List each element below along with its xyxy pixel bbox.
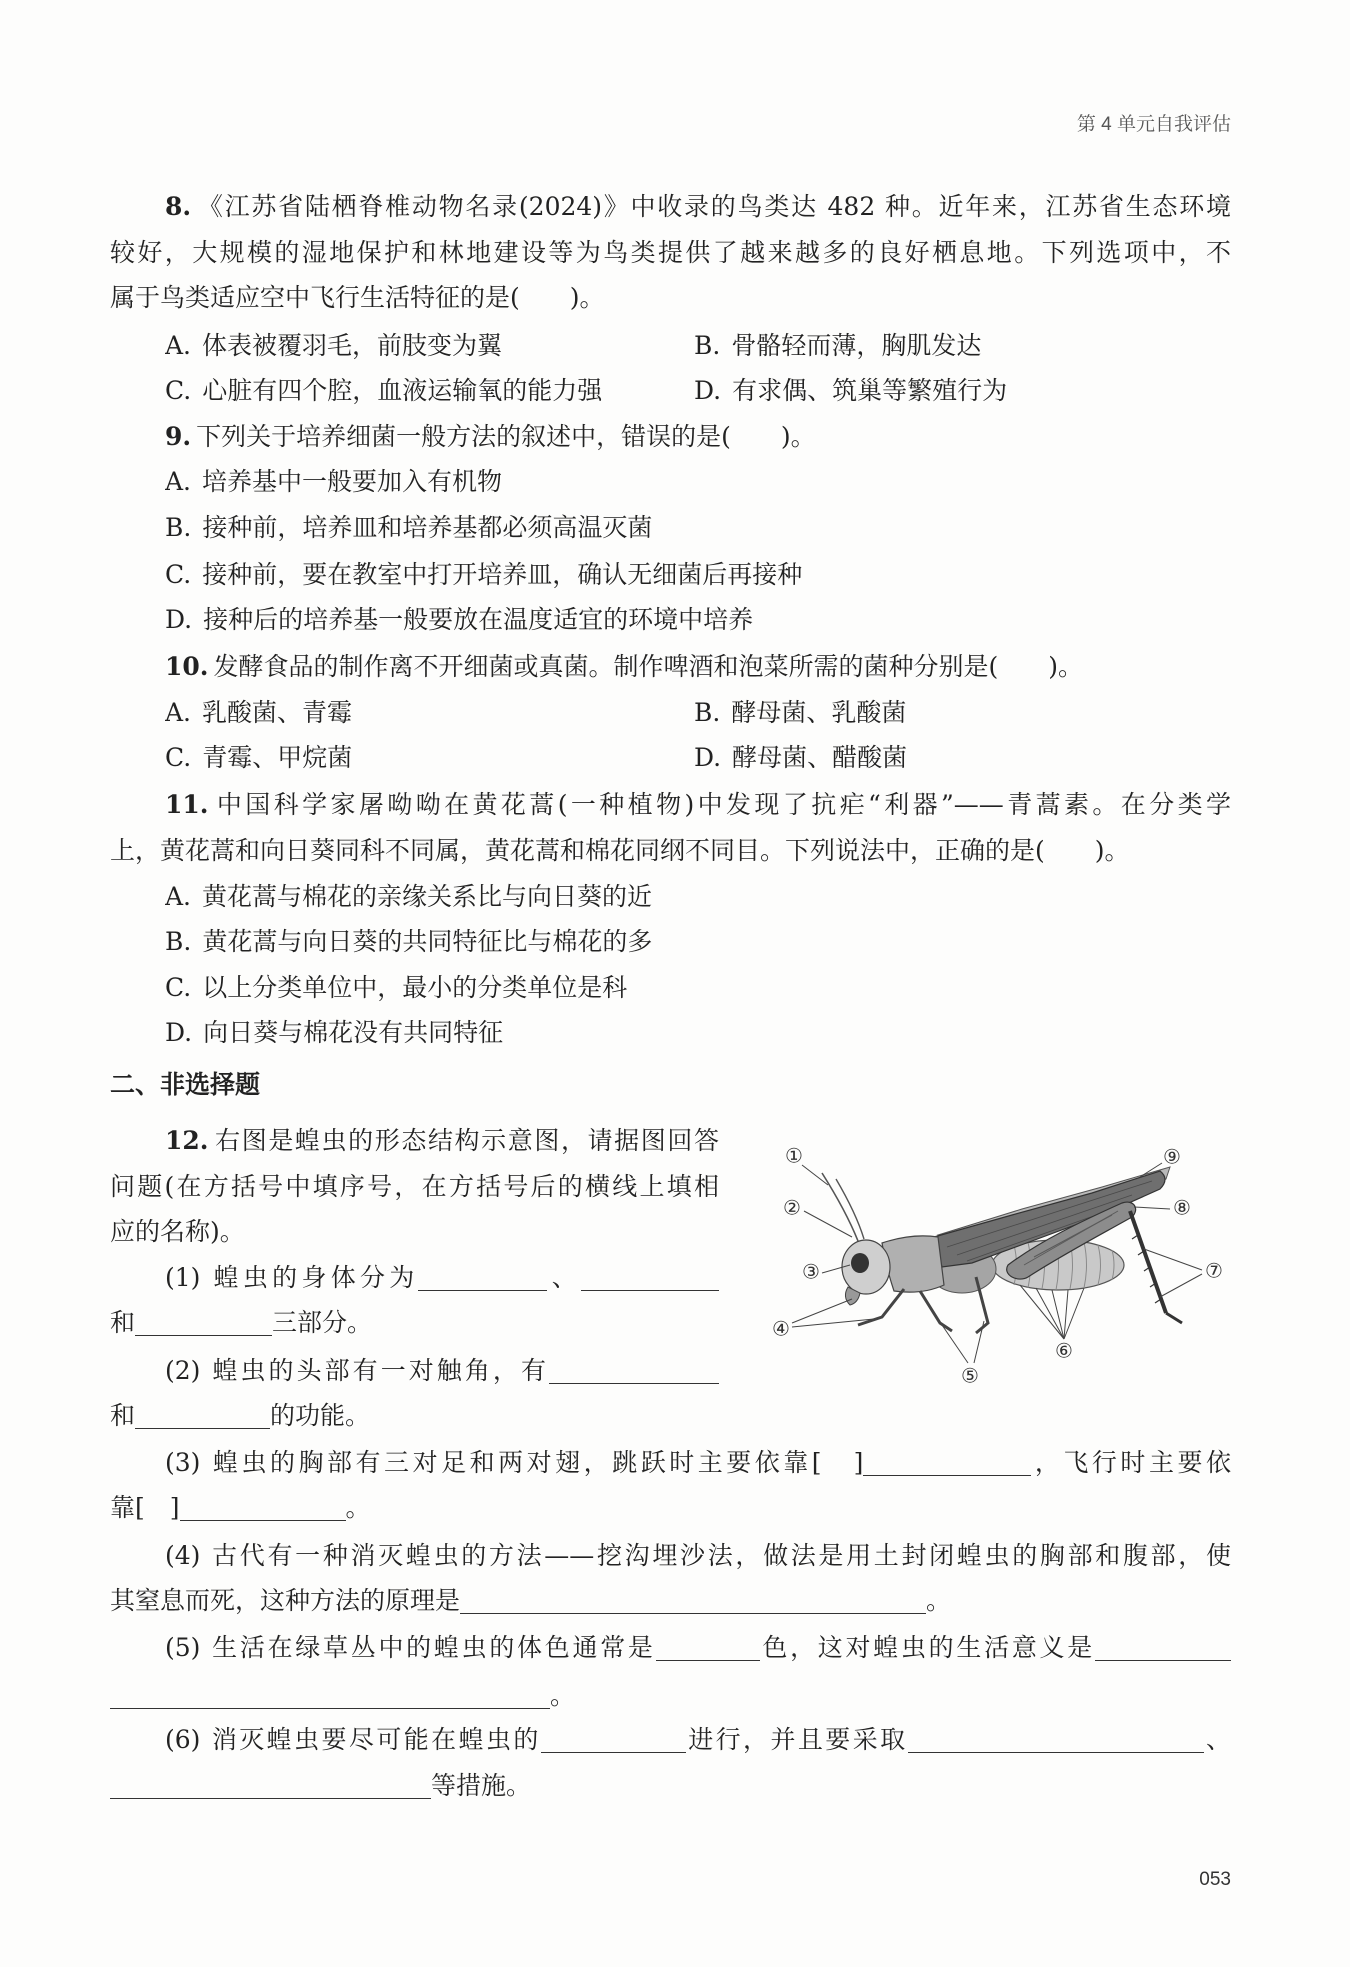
- answer-blank: [549, 1357, 719, 1384]
- figure-label-1: ①: [785, 1143, 803, 1168]
- answer-blank: [581, 1264, 719, 1291]
- sub-text: 。: [550, 1681, 576, 1710]
- option-label: A.: [165, 331, 192, 360]
- fore-leg: [920, 1291, 952, 1331]
- figure-label-7: ⑦: [1205, 1258, 1223, 1283]
- q12-line-1: [165, 1118, 719, 1163]
- pronotum: [882, 1236, 944, 1292]
- sub-text: 靠[ ]: [110, 1493, 180, 1522]
- q11-option-c: [165, 965, 1231, 1010]
- q12-sub5-line-2: [110, 1673, 1231, 1718]
- q11-number: 11.: [165, 790, 209, 819]
- option-label: D.: [165, 605, 193, 634]
- sub-text: 生活在绿草丛中的蝗虫的体色通常是: [209, 1633, 656, 1662]
- q10-option-c: [165, 735, 685, 780]
- unit-header: 第 4 单元自我评估: [1076, 114, 1231, 135]
- sub-label: (3): [165, 1448, 201, 1477]
- q12-sub1-line-1: [165, 1255, 719, 1300]
- q8-line-1: [165, 184, 1231, 229]
- figure-label-8: ⑧: [1173, 1195, 1191, 1220]
- q9-option-a: [165, 459, 1231, 504]
- section-heading: 二、非选择题: [110, 1071, 261, 1099]
- q8-line-2: 较好，大规模的湿地保护和林地建设等为鸟类提供了越来越多的良好栖息地。下列选项中，不: [110, 238, 1231, 267]
- sub-text: 蝗虫的头部有一对触角，有: [209, 1356, 549, 1385]
- figure-label-4: ④: [772, 1316, 790, 1341]
- sub-text: ，飞行时主要依: [1031, 1448, 1231, 1477]
- q12-sub4-line-1: [165, 1533, 1231, 1578]
- option-text: 向日葵与棉花没有共同特征: [203, 1018, 504, 1047]
- sub-text: 古代有一种消灭蝗虫的方法——挖沟埋沙法，做法是用土封闭蝗虫的胸部和腹部，使: [209, 1541, 1231, 1570]
- answer-blank: [135, 1402, 270, 1429]
- q12-sub2-line-2: [110, 1393, 719, 1438]
- option-text: 有求偶、筑巢等繁殖行为: [732, 376, 1008, 405]
- option-text: 心脏有四个腔，血液运输氧的能力强: [202, 376, 603, 405]
- option-text: 黄花蒿与棉花的亲缘关系比与向日葵的近: [202, 882, 653, 911]
- option-label: C.: [165, 376, 192, 405]
- sub-text: 色，这对蝗虫的生活意义是: [759, 1633, 1095, 1662]
- answer-blank: [908, 1726, 1204, 1753]
- option-text: 体表被覆羽毛，前肢变为翼: [202, 331, 503, 360]
- q8-line-3: 属于鸟类适应空中飞行生活特征的是( )。: [110, 283, 605, 312]
- sub-label: (5): [165, 1633, 201, 1662]
- q8-option-b: [694, 323, 1231, 368]
- q12-sub2-line-1: [165, 1348, 719, 1393]
- sub-text: 蝗虫的胸部有三对足和两对翅，跳跃时主要依靠[ ]: [209, 1448, 864, 1477]
- q12-sub4-line-2: [110, 1578, 1231, 1623]
- figure-label-3: ③: [802, 1259, 820, 1284]
- q9-line-1: [165, 414, 1231, 459]
- hind-tibia: [1130, 1211, 1166, 1313]
- sub-text: 三部分。: [272, 1308, 373, 1337]
- q11-option-b: [165, 919, 1231, 964]
- q9-number: 9.: [165, 422, 192, 451]
- q11-option-a: [165, 874, 1231, 919]
- hind-tarsus: [1166, 1313, 1182, 1323]
- grasshopper-figure: [762, 1137, 1232, 1397]
- q8-option-d: [694, 368, 1231, 413]
- q12-line-2: 问题(在方括号中填序号，在方括号后的横线上填相: [110, 1172, 719, 1201]
- q10-option-a: [165, 690, 685, 735]
- q8-option-a: [165, 323, 685, 368]
- sub-label: (2): [165, 1356, 201, 1385]
- q11-option-d: [165, 1010, 1231, 1055]
- answer-blank: [863, 1449, 1031, 1476]
- q10-line-1: [165, 644, 1231, 689]
- q12-sub1-line-2: [110, 1300, 719, 1345]
- q12-sub3-line-2: [110, 1485, 1231, 1530]
- figure-label-2: ②: [783, 1195, 801, 1220]
- q11-line-1: [165, 782, 1231, 827]
- sub-text: 的功能。: [270, 1401, 371, 1430]
- sub-text: 。: [926, 1586, 952, 1615]
- sub-label: (6): [165, 1725, 201, 1754]
- q9-option-d: [165, 597, 1231, 642]
- q11-text-1: 中国科学家屠呦呦在黄花蒿(一种植物)中发现了抗疟“利器”——青蒿素。在分类学: [213, 790, 1231, 819]
- q10-number: 10.: [165, 652, 209, 681]
- page-number: 053: [1199, 1869, 1231, 1890]
- option-label: D.: [694, 376, 722, 405]
- option-label: A.: [165, 467, 192, 496]
- option-text: 青霉、甲烷菌: [202, 743, 353, 772]
- option-text: 接种前，培养皿和培养基都必须高温灭菌: [202, 513, 653, 542]
- q10-option-b: [694, 690, 1231, 735]
- sub-text: 、: [547, 1263, 581, 1292]
- option-text: 酵母菌、乳酸菌: [731, 698, 907, 727]
- figure-label-9: ⑨: [1163, 1144, 1181, 1169]
- q8-number: 8.: [165, 192, 192, 221]
- antenna: [836, 1179, 864, 1239]
- q8-text-1: 《江苏省陆栖脊椎动物名录(2024)》中收录的鸟类达 482 种。近年来，江苏省生态环境: [196, 192, 1231, 221]
- option-label: A.: [165, 882, 192, 911]
- sub-text: 和: [110, 1308, 136, 1337]
- q12-text-1: 右图是蝗虫的形态结构示意图，请据图回答: [213, 1126, 719, 1155]
- q9-text: 下列关于培养细菌一般方法的叙述中，错误的是( )。: [196, 422, 816, 451]
- option-label: C.: [165, 560, 192, 589]
- q9-option-c: [165, 552, 1231, 597]
- sub-text: 蝗虫的身体分为: [209, 1263, 419, 1292]
- answer-blank: [1095, 1634, 1231, 1661]
- option-label: C.: [165, 743, 192, 772]
- option-text: 接种前，要在教室中打开培养皿，确认无细菌后再接种: [202, 560, 803, 589]
- option-text: 乳酸菌、青霉: [202, 698, 353, 727]
- sub-text: 消灭蝗虫要尽可能在蝗虫的: [209, 1725, 541, 1754]
- option-label: C.: [165, 973, 192, 1002]
- q12-sub3-line-1: [165, 1440, 1231, 1485]
- option-text: 培养基中一般要加入有机物: [202, 467, 503, 496]
- q11-line-2: 上，黄花蒿和向日葵同科不同属，黄花蒿和棉花同纲不同目。下列说法中，正确的是( )。: [110, 836, 1130, 865]
- answer-blank: [110, 1772, 431, 1799]
- q12-line-3: 应的名称)。: [110, 1217, 245, 1246]
- answer-blank: [180, 1494, 346, 1521]
- q10-text: 发酵食品的制作离不开细菌或真菌。制作啤酒和泡菜所需的菌种分别是( )。: [213, 652, 1084, 681]
- option-label: B.: [165, 927, 192, 956]
- option-label: B.: [694, 331, 721, 360]
- answer-blank: [418, 1264, 547, 1291]
- answer-blank: [135, 1309, 272, 1336]
- q8-option-c: [165, 368, 685, 413]
- sub-label: (4): [165, 1541, 201, 1570]
- answer-blank: [110, 1682, 550, 1709]
- q12-sub6-line-2: [110, 1763, 1231, 1808]
- sub-text: 进行，并且要采取: [685, 1725, 908, 1754]
- sub-label: (1): [165, 1263, 201, 1292]
- q12-number: 12.: [165, 1126, 209, 1155]
- option-text: 酵母菌、醋酸菌: [732, 743, 908, 772]
- q10-option-d: [694, 735, 1231, 780]
- option-text: 黄花蒿与向日葵的共同特征比与棉花的多: [202, 927, 653, 956]
- sub-text: 。: [345, 1493, 371, 1522]
- q9-option-b: [165, 505, 1231, 550]
- option-label: D.: [694, 743, 722, 772]
- answer-blank: [656, 1634, 760, 1661]
- tibia-spines: [1132, 1235, 1161, 1303]
- sub-text: 其窒息而死，这种方法的原理是: [110, 1586, 461, 1615]
- sub-text: 、: [1203, 1725, 1231, 1754]
- option-label: B.: [165, 513, 192, 542]
- option-label: A.: [165, 698, 192, 727]
- sub-text: 等措施。: [431, 1771, 532, 1800]
- option-text: 以上分类单位中，最小的分类单位是科: [202, 973, 628, 1002]
- option-text: 骨骼轻而薄，胸肌发达: [731, 331, 982, 360]
- compound-eye: [851, 1253, 869, 1273]
- figure-label-6: ⑥: [1055, 1338, 1073, 1363]
- answer-blank: [460, 1587, 926, 1614]
- q12-sub5-line-1: [165, 1625, 1231, 1670]
- answer-blank: [541, 1726, 686, 1753]
- option-label: B.: [694, 698, 721, 727]
- sub-text: 和: [110, 1401, 136, 1430]
- option-label: D.: [165, 1018, 193, 1047]
- option-text: 接种后的培养基一般要放在温度适宜的环境中培养: [203, 605, 754, 634]
- figure-label-5: ⑤: [961, 1363, 979, 1388]
- q12-sub6-line-1: [165, 1717, 1231, 1762]
